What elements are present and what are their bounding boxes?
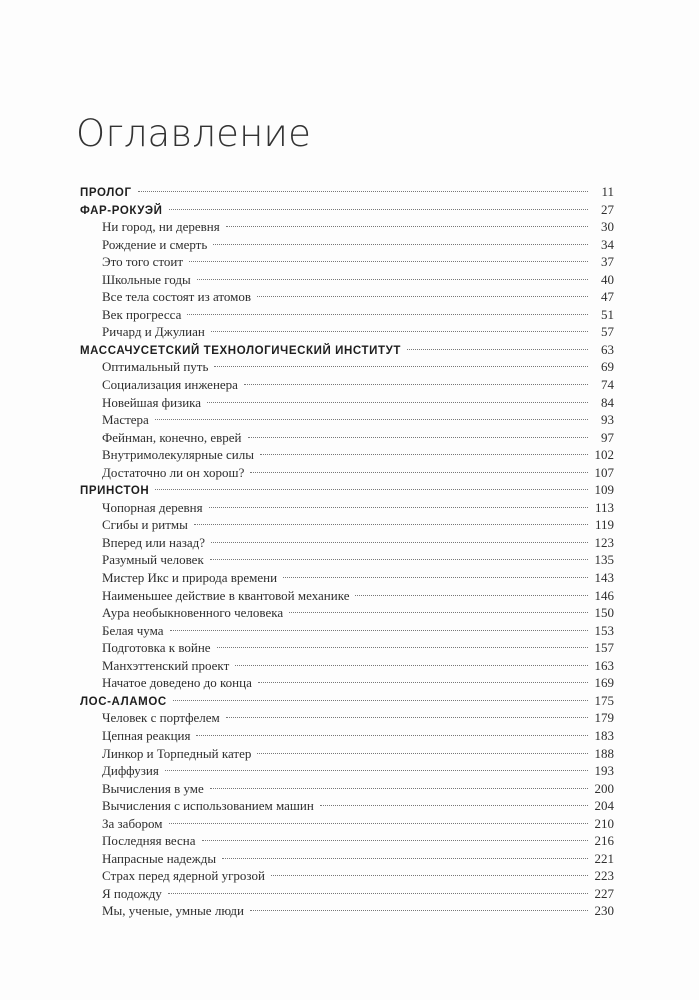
toc-part-entry [80,183,614,201]
dot-leader [248,437,588,438]
toc-part-title: ПРОЛОГ [80,187,132,199]
dot-leader [320,805,588,806]
toc-page-number: 221 [594,850,614,866]
toc-page-number: 97 [601,429,614,445]
toc-chapter-title: Аура необыкновенного человека [102,605,284,621]
toc-chapter-entry [80,569,614,587]
toc-page-number: 84 [601,394,614,410]
dot-leader [257,296,588,297]
toc-page-number: 34 [601,236,614,252]
toc-chapter-entry [80,780,614,798]
toc-chapter-entry [80,832,614,850]
dot-leader [169,209,588,210]
toc-chapter-title: Начатое доведено до конца [102,675,252,691]
toc-chapter-entry [80,885,614,903]
toc-chapter-entry [80,709,614,727]
toc-chapter-title: Век прогресса [102,306,182,322]
dot-leader [207,402,588,403]
dot-leader [244,384,588,385]
toc-chapter-title: Рождение и смерть [102,236,208,252]
table-of-contents [80,183,614,920]
dot-leader [165,770,588,771]
dot-leader [250,910,588,911]
toc-chapter-entry [80,253,614,271]
dot-leader [257,753,588,754]
toc-page-number: 93 [601,412,614,428]
toc-chapter-entry [80,797,614,815]
toc-chapter-title: Наименьшее действие в квантовой механике [102,587,350,603]
dot-leader [194,524,588,525]
toc-chapter-title: Диффузия [102,763,159,779]
toc-chapter-title: Социализация инженера [102,377,238,393]
dot-leader [209,507,588,508]
toc-chapter-title: Ни город, ни деревня [102,219,220,235]
toc-page-number: 107 [594,464,614,480]
dot-leader [250,472,588,473]
dot-leader [355,595,588,596]
toc-chapter-title: Я подожду [102,885,162,901]
dot-leader [407,349,588,350]
toc-chapter-title: Вперед или назад? [102,534,206,550]
toc-chapter-entry [80,394,614,412]
toc-page-number: 11 [601,184,614,199]
toc-page-number: 204 [594,798,614,814]
dot-leader [226,226,588,227]
toc-chapter-title: Мы, ученые, умные люди [102,903,244,919]
toc-part-entry [80,341,614,359]
toc-chapter-title: Манхэттенский проект [102,657,230,673]
toc-chapter-title: Вычисления в уме [102,780,204,796]
toc-chapter-title: Человек с портфелем [102,710,220,726]
dot-leader [210,559,588,560]
toc-chapter-title: Сгибы и ритмы [102,517,188,533]
toc-chapter-entry [80,745,614,763]
toc-page-number: 153 [594,622,614,638]
toc-page-number: 216 [594,833,614,849]
toc-page-number: 179 [594,710,614,726]
toc-chapter-entry [80,815,614,833]
dot-leader [155,419,588,420]
toc-part-title: ПРИНСТОН [80,485,150,498]
dot-leader [189,261,588,262]
dot-leader [211,331,588,332]
toc-part-title: ЛОС-АЛАМОС [80,695,167,708]
toc-chapter-title: Подготовка к войне [102,640,211,656]
dot-leader [168,893,588,894]
toc-chapter-title: Линкор и Торпедный катер [102,745,252,761]
toc-chapter-entry [80,850,614,868]
toc-page-number: 51 [601,306,614,322]
toc-page-number: 113 [594,499,614,515]
toc-chapter-title: Вычисления с использованием машин [102,798,314,814]
toc-chapter-title: Новейшая физика [102,394,202,410]
toc-chapter-entry [80,762,614,780]
dot-leader [271,875,588,876]
toc-chapter-title: Мастера [102,412,149,428]
toc-chapter-entry [80,657,614,675]
toc-chapter-title: Достаточно ли он хорош? [102,464,245,480]
toc-chapter-entry [80,499,614,517]
dot-leader [197,279,588,280]
toc-page-number: 74 [601,377,614,393]
toc-page-number: 146 [594,587,614,603]
toc-chapter-entry [80,604,614,622]
toc-page-number: 175 [594,692,614,708]
dot-leader [213,244,588,245]
toc-page-number: 143 [594,570,614,586]
toc-chapter-title: Белая чума [102,622,164,638]
dot-leader [155,489,588,490]
dot-leader [289,612,588,613]
toc-chapter-title: Цепная реакция [102,727,191,743]
toc-chapter-title: Страх перед ядерной угрозой [102,868,265,884]
toc-chapter-entry [80,288,614,306]
toc-chapter-entry [80,306,614,324]
toc-page-number: 135 [594,552,614,568]
toc-chapter-entry [80,551,614,569]
toc-page-number: 200 [594,780,614,796]
toc-chapter-title: Все тела состоят из атомов [102,289,252,305]
toc-page-number: 69 [601,359,614,375]
toc-chapter-title: Школьные годы [102,271,191,287]
dot-leader [187,314,588,315]
toc-page-number: 109 [594,482,614,498]
toc-page-number: 188 [594,745,614,761]
toc-chapter-entry [80,323,614,341]
dot-leader [196,735,588,736]
toc-chapter-entry [80,902,614,920]
toc-page-number: 40 [601,271,614,287]
dot-leader [235,665,588,666]
toc-chapter-title: Последняя весна [102,833,196,849]
toc-chapter-entry [80,587,614,605]
dot-leader [173,700,588,701]
dot-leader [210,788,588,789]
toc-chapter-entry [80,376,614,394]
toc-part-entry [80,201,614,219]
toc-chapter-title: Чопорная деревня [102,499,203,515]
toc-page-number: 63 [601,341,614,357]
toc-page-number: 150 [594,605,614,621]
toc-page-number: 47 [601,289,614,305]
toc-chapter-entry [80,236,614,254]
toc-page-number: 123 [594,534,614,550]
toc-chapter-title: Фейнман, конечно, еврей [102,429,242,445]
toc-page-number: 227 [594,885,614,901]
toc-page-number: 27 [601,201,614,217]
toc-chapter-title: Это того стоит [102,254,184,270]
dot-leader [258,682,588,683]
dot-leader [202,840,588,841]
toc-chapter-entry [80,727,614,745]
toc-chapter-title: Мистер Икс и природа времени [102,570,278,586]
dot-leader [260,454,588,455]
toc-chapter-entry [80,271,614,289]
toc-page-number: 119 [594,517,614,533]
dot-leader [170,630,589,631]
toc-page-number: 163 [594,657,614,673]
dot-leader [226,717,588,718]
toc-chapter-entry [80,674,614,692]
toc-page-number: 37 [601,254,614,270]
toc-page-number: 210 [594,815,614,831]
toc-part-entry [80,692,614,710]
toc-chapter-entry [80,622,614,640]
toc-chapter-entry [80,429,614,447]
toc-chapter-entry [80,218,614,236]
toc-page-number: 169 [594,675,614,691]
toc-chapter-title: Ричард и Джулиан [102,324,205,340]
toc-chapter-entry [80,411,614,429]
toc-page-number: 193 [594,763,614,779]
toc-chapter-entry [80,464,614,482]
toc-page-number: 102 [594,447,614,463]
dot-leader [169,823,588,824]
toc-chapter-title: Оптимальный путь [102,359,209,375]
toc-page-number: 183 [594,727,614,743]
toc-chapter-title: Разумный человек [102,552,204,568]
toc-chapter-title: Напрасные надежды [102,850,217,866]
toc-part-entry [80,481,614,499]
dot-leader [217,647,588,648]
toc-page-number: 57 [601,324,614,340]
toc-page-number: 230 [594,903,614,919]
toc-page-number: 30 [601,219,614,235]
dot-leader [222,858,588,859]
toc-chapter-entry [80,516,614,534]
toc-chapter-entry [80,446,614,464]
toc-chapter-entry [80,358,614,376]
toc-part-title: ФАР-РОКУЭЙ [80,204,163,217]
toc-page-number: 223 [594,868,614,884]
toc-page-number: 157 [594,640,614,656]
toc-chapter-title: За забором [102,815,163,831]
toc-chapter-title: Внутримолекулярные силы [102,447,254,463]
page-title: Оглавление [76,112,312,155]
dot-leader [211,542,588,543]
dot-leader [214,366,588,367]
toc-chapter-entry [80,867,614,885]
toc-chapter-entry [80,534,614,552]
dot-leader [138,191,588,192]
dot-leader [283,577,588,578]
toc-part-title: МАССАЧУСЕТСКИЙ ТЕХНОЛОГИЧЕСКИЙ ИНСТИТУТ [80,344,402,357]
toc-chapter-entry [80,639,614,657]
